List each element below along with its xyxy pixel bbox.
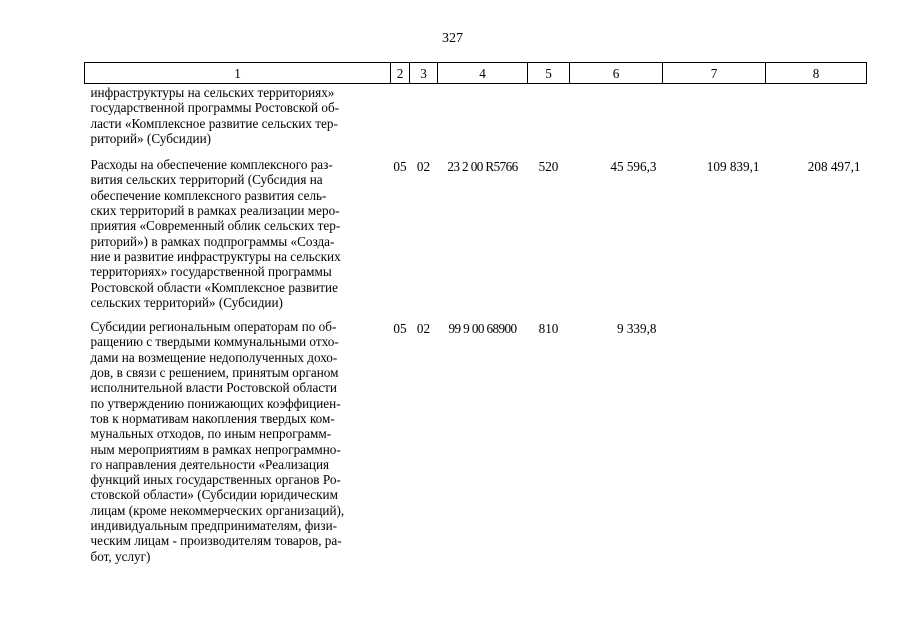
description-line: приятия «Современный облик сельских тер- xyxy=(90,218,341,234)
page-number: 327 xyxy=(442,31,463,46)
subsection-code: 02 xyxy=(416,159,431,175)
section-code: 05 xyxy=(393,159,407,175)
row-description xyxy=(85,84,391,157)
description-line: по утверждению понижающих коэффициен- xyxy=(90,395,341,411)
description-line: ческим лицам - производителям товаров, ра- xyxy=(90,533,342,549)
description-line: риторий») в рамках подпрограммы «Созда- xyxy=(90,233,335,249)
description-line: Субсидии региональным операторам по об- xyxy=(90,319,337,335)
amount-col-8: 208 497,1 xyxy=(807,159,861,175)
target-article-code: 23 2 00 R5766 xyxy=(447,159,518,175)
description-line: исполнительной власти Ростовской области xyxy=(90,380,337,396)
description-line: дов, в связи с решением, принятым органом xyxy=(90,365,339,381)
expense-kind-code: 810 xyxy=(538,321,559,337)
description-line: ным мероприятиям в рамках непрограммно- xyxy=(90,441,341,457)
budget-table xyxy=(84,62,867,564)
description-line: инфраструктуры на сельских территориях» xyxy=(90,85,335,100)
target-article-code: 99 9 00 68900 xyxy=(448,321,517,337)
row-description xyxy=(85,318,391,564)
table-row xyxy=(85,84,867,157)
subsection-code xyxy=(410,84,438,157)
description-line: Ростовской области «Комплексное развитие xyxy=(90,279,338,295)
description-line: функций иных государственных органов Ро- xyxy=(90,472,341,488)
description-line: бот, услуг) xyxy=(90,548,151,564)
header-col-2: 2 xyxy=(391,63,410,84)
table-row xyxy=(85,318,867,564)
table-row xyxy=(85,156,867,318)
description-line: ских территорий в рамках реализации меро- xyxy=(90,203,340,219)
description-line: ласти «Комплексное развитие сельских тер- xyxy=(90,115,338,131)
description-line: индивидуальным предпринимателям, физи- xyxy=(90,518,338,534)
description-line: государственной программы Ростовской об- xyxy=(90,100,340,116)
description-line: дами на возмещение недополученных дохо- xyxy=(90,349,338,365)
header-col-1: 1 xyxy=(85,63,391,84)
description-line: го направления деятельности «Реализация xyxy=(90,456,330,472)
description-line: мунальных отходов, по иным непрограмм- xyxy=(90,426,332,442)
amount-col-6: 9 339,8 xyxy=(616,321,657,337)
description-line: сельских территорий» (Субсидии) xyxy=(90,294,283,310)
target-article-code xyxy=(438,84,528,157)
header-row xyxy=(85,63,867,84)
description-line: ние и развитие инфраструктуры на сельских xyxy=(90,248,341,264)
header-col-5: 5 xyxy=(528,63,570,84)
expense-kind-code: 520 xyxy=(538,159,559,175)
description-line: тов к нормативам накопления твердых ком- xyxy=(90,410,335,426)
amount-col-7 xyxy=(663,84,766,157)
description-line: риторий» (Субсидии) xyxy=(90,130,212,146)
description-line: обеспечение комплексного развития сель- xyxy=(90,187,327,203)
expense-kind-code xyxy=(528,84,570,157)
amount-col-8 xyxy=(766,84,867,157)
description-line: территориях» государственной программы xyxy=(90,264,332,280)
header-col-3: 3 xyxy=(410,63,438,84)
amount-col-7: 109 839,1 xyxy=(706,159,760,175)
section-code xyxy=(391,84,410,157)
description-line: Расходы на обеспечение комплексного раз- xyxy=(90,157,333,173)
amount-col-7 xyxy=(663,318,766,564)
header-col-7: 7 xyxy=(663,63,766,84)
header-col-8: 8 xyxy=(766,63,867,84)
description-line: лицам (кроме некоммерческих организаций), xyxy=(90,502,345,518)
description-line: стовской области» (Субсидии юридическим xyxy=(90,487,338,503)
subsection-code: 02 xyxy=(416,321,431,337)
header-col-6: 6 xyxy=(570,63,663,84)
amount-col-6 xyxy=(570,84,663,157)
description-line: вития сельских территорий (Субсидия на xyxy=(90,172,323,188)
row-description xyxy=(85,156,391,318)
description-line: ращению с твердыми коммунальными отхо- xyxy=(90,334,339,350)
header-col-4: 4 xyxy=(438,63,528,84)
section-code: 05 xyxy=(393,321,407,337)
amount-col-6: 45 596,3 xyxy=(610,159,657,175)
amount-col-8 xyxy=(766,318,867,564)
